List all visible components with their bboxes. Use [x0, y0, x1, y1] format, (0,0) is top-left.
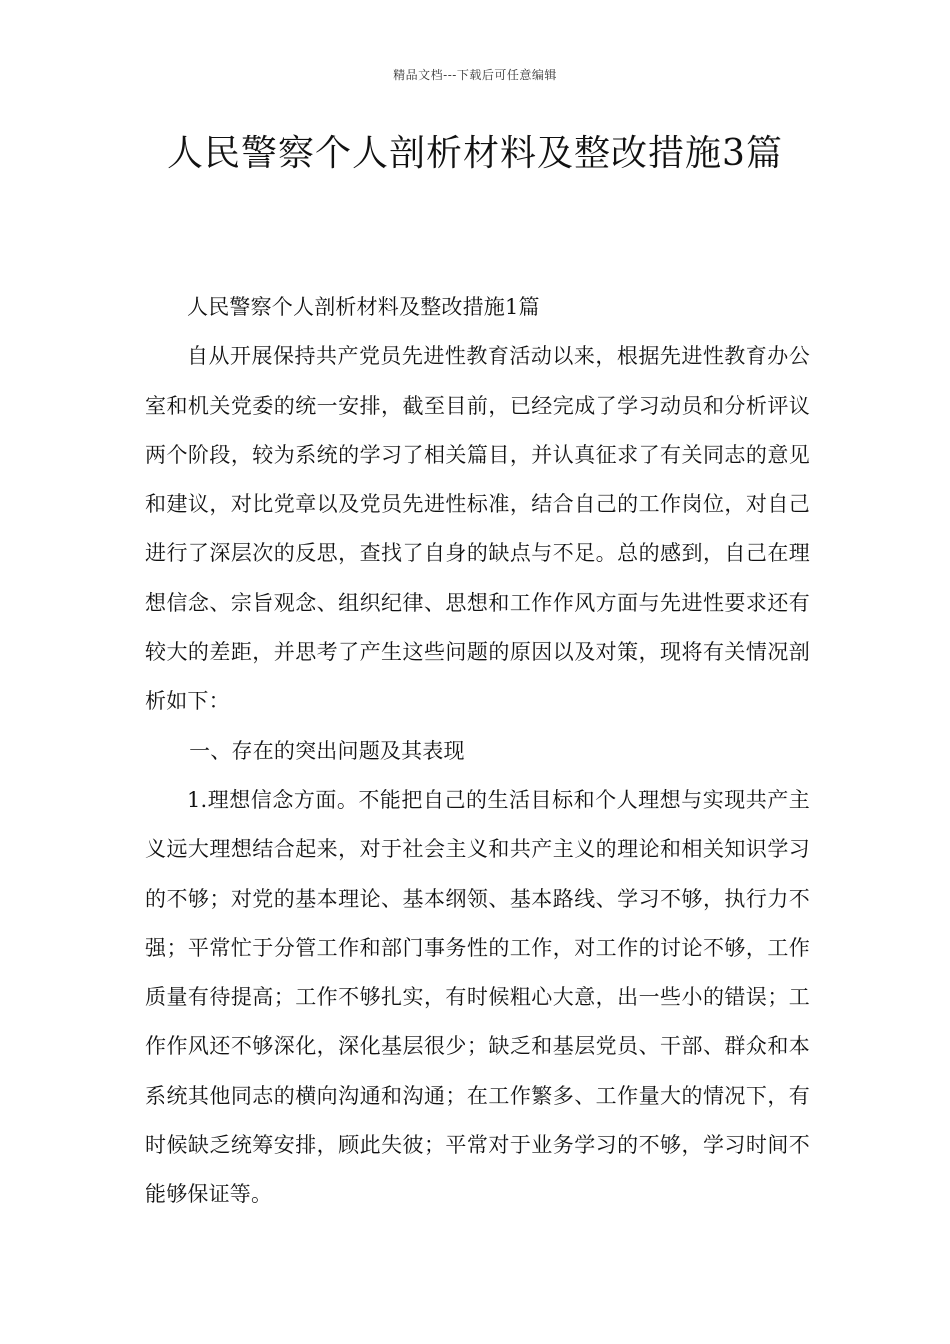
section-heading: 一、存在的突出问题及其表现	[189, 738, 465, 763]
header-note: 精品文档---下载后可任意编辑	[393, 68, 557, 82]
intro-paragraph: 自从开展保持共产党员先进性教育活动以来，根据先进性教育办公室和机关党委的统一安排，截至目前，已经完成了学习动员和分析评议两个阶段，较为系统的学习了相关篇目，并认真征求了有关同志的意见和建议，对比党章以及党员先进性标准，结合自己的工作岗位，对自己进行了深层次的反思，查找了自身的缺点与不足。总的感到，自己在理想信念、宗旨观念、组织纪律、思想和工作作风方面与先进性要求还有较大的差距，并思考了产生这些问题的原因以及对策，现将有关情况剖析如下：	[145, 344, 810, 714]
document-body	[145, 283, 810, 1220]
document-title: 人民警察个人剖析材料及整改措施3篇	[167, 133, 783, 174]
subtitle-paragraph: 人民警察个人剖析材料及整改措施1篇	[187, 295, 540, 319]
body-paragraph: 1.理想信念方面。不能把自己的生活目标和个人理想与实现共产主义远大理想结合起来，对于社会主义和共产主义的理论和相关知识学习的不够；对党的基本理论、基本纲领、基本路线、学习不够，执行力不强；平常忙于分管工作和部门事务性的工作，对工作的讨论不够，工作质量有待提高；工作不够扎实，有时候粗心大意，出一些小的错误；工作作风还不够深化，深化基层很少；缺乏和基层党员、干部、群众和本系统其他同志的横向沟通和沟通；在工作繁多、工作量大的情况下，有时候缺乏统筹安排，顾此失彼；平常对于业务学习的不够，学习时间不能够保证等。	[145, 787, 810, 1207]
